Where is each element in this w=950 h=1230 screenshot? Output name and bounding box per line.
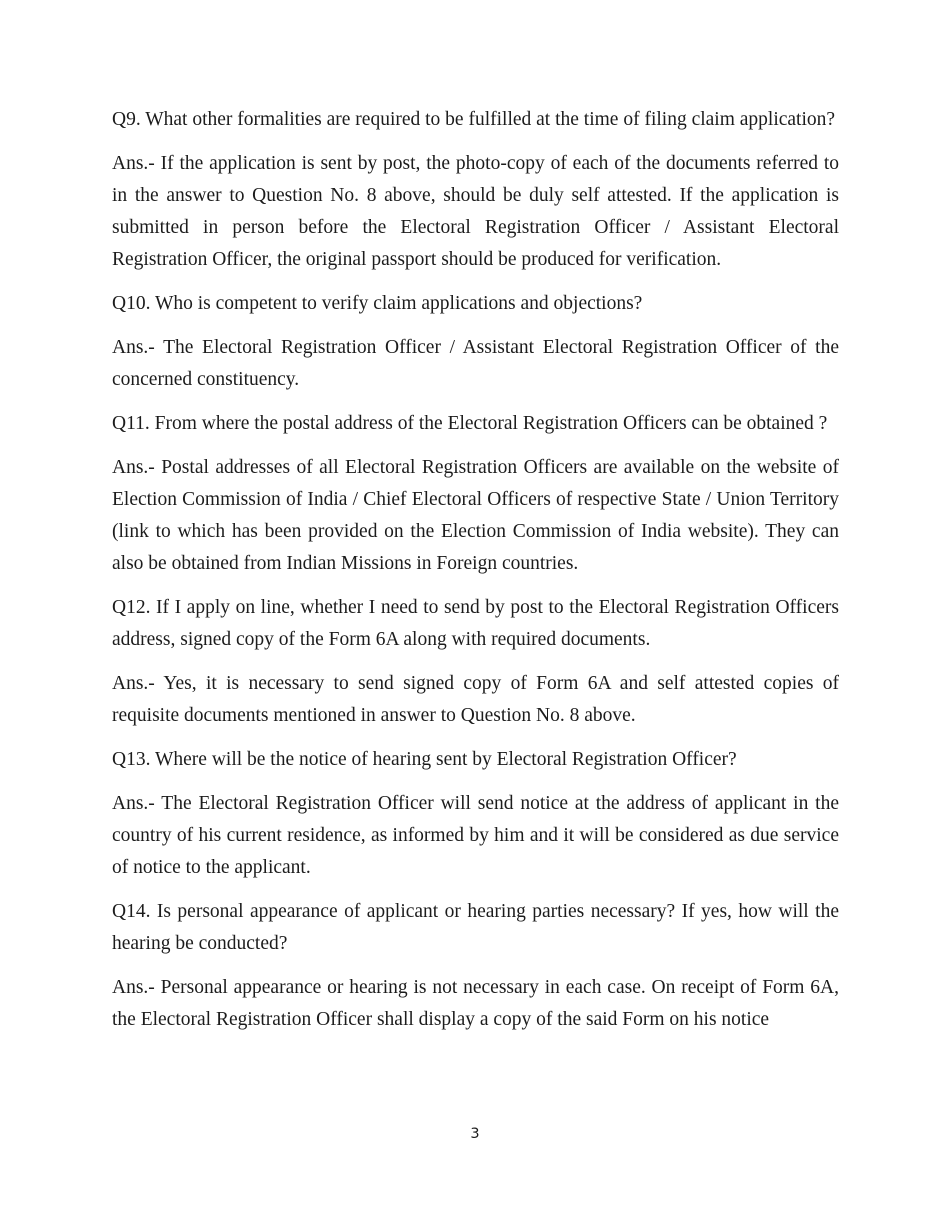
answer-q12: Ans.- Yes, it is necessary to send signed copy of Form 6A and self attested copies of requisite documents mentioned in answer to Question No. 8 above. xyxy=(112,673,839,726)
question-q10: Q10. Who is competent to verify claim applications and objections? xyxy=(112,293,643,314)
page-number: 3 xyxy=(470,1126,480,1142)
answer-q9: Ans.- If the application is sent by post, the photo-copy of each of the documents referred to in the answer to Question No. 8 above, should be duly self attested. If the application is submitted in person before the Electoral Registration Officer / Assistant Electoral Registration Officer, the original passport should be produced for verification. xyxy=(112,153,839,270)
answer-q10: Ans.- The Electoral Registration Officer / Assistant Electoral Registration Officer of the concerned constituency. xyxy=(112,337,839,390)
question-q14: Q14. Is personal appearance of applicant or hearing parties necessary? If yes, how will the hearing be conducted? xyxy=(112,901,839,954)
answer-q14: Ans.- Personal appearance or hearing is not necessary in each case. On receipt of Form 6A, the Electoral Registration Officer shall display a copy of the said Form on his notice xyxy=(112,977,839,1030)
question-q9: Q9. What other formalities are required to be fulfilled at the time of filing claim application? xyxy=(112,109,836,130)
answer-q13: Ans.- The Electoral Registration Officer will send notice at the address of applicant in the country of his current residence, as informed by him and it will be considered as due service of notice to the applicant. xyxy=(112,793,839,878)
answer-q11: Ans.- Postal addresses of all Electoral Registration Officers are available on the website of Election Commission of India / Chief Electoral Officers of respective State / Union Territory (link to which has been provided on the Election Commission of India website). They can also be obtained from Indian Missions in Foreign countries. xyxy=(112,457,839,574)
question-q12: Q12. If I apply on line, whether I need to send by post to the Electoral Registration Officers address, signed copy of the Form 6A along with required documents. xyxy=(112,597,839,650)
document-body xyxy=(112,104,839,1048)
question-q11: Q11. From where the postal address of the Electoral Registration Officers can be obtained ? xyxy=(112,413,828,434)
question-q13: Q13. Where will be the notice of hearing sent by Electoral Registration Officer? xyxy=(112,749,737,770)
